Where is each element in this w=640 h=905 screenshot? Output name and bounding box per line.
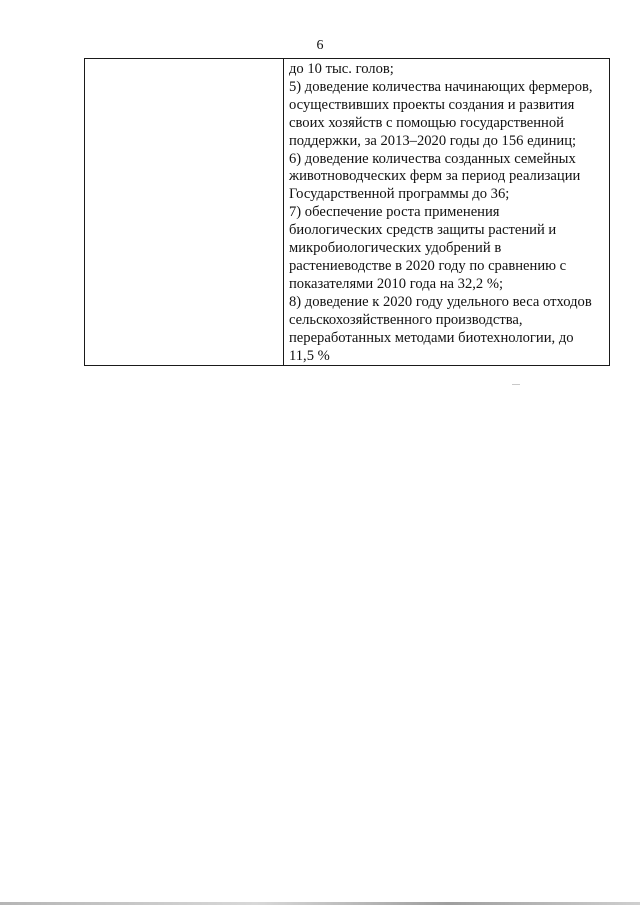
target-indicators-text — [289, 61, 605, 365]
text-line: биологических средств защиты растений и — [289, 222, 557, 239]
scan-artifact-mark — [512, 384, 520, 385]
text-line: 8) доведение к 2020 году удельного веса отходов — [289, 293, 592, 310]
text-line: поддержки, за 2013–2020 годы до 156 единиц; — [289, 132, 577, 149]
text-line: до 10 тыс. голов; — [289, 61, 394, 77]
text-line: 11,5 % — [289, 347, 330, 364]
text-line: Государственной программы до 36; — [289, 186, 510, 203]
text-line: 5) доведение количества начинающих фермеров, — [289, 78, 593, 95]
text-line: животноводческих ферм за период реализации — [289, 168, 581, 185]
text-line: 7) обеспечение роста применения — [289, 204, 500, 221]
text-line: микробиологических удобрений в — [289, 240, 502, 257]
page-number: 6 — [316, 38, 324, 53]
table-cell-right — [284, 59, 610, 366]
text-line: растениеводстве в 2020 году по сравнению с — [289, 257, 567, 274]
text-line: 6) доведение количества созданных семейных — [289, 150, 576, 167]
table-cell-left — [85, 59, 284, 366]
table-row — [85, 59, 610, 366]
text-line: переработанных методами биотехнологии, до — [289, 329, 574, 346]
text-line: сельскохозяйственного производства, — [289, 311, 523, 328]
text-line: показателями 2010 года на 32,2 %; — [289, 275, 504, 292]
content-table — [84, 58, 610, 366]
text-line: своих хозяйств с помощью государственной — [289, 114, 564, 131]
text-line: осуществивших проекты создания и развития — [289, 96, 575, 113]
